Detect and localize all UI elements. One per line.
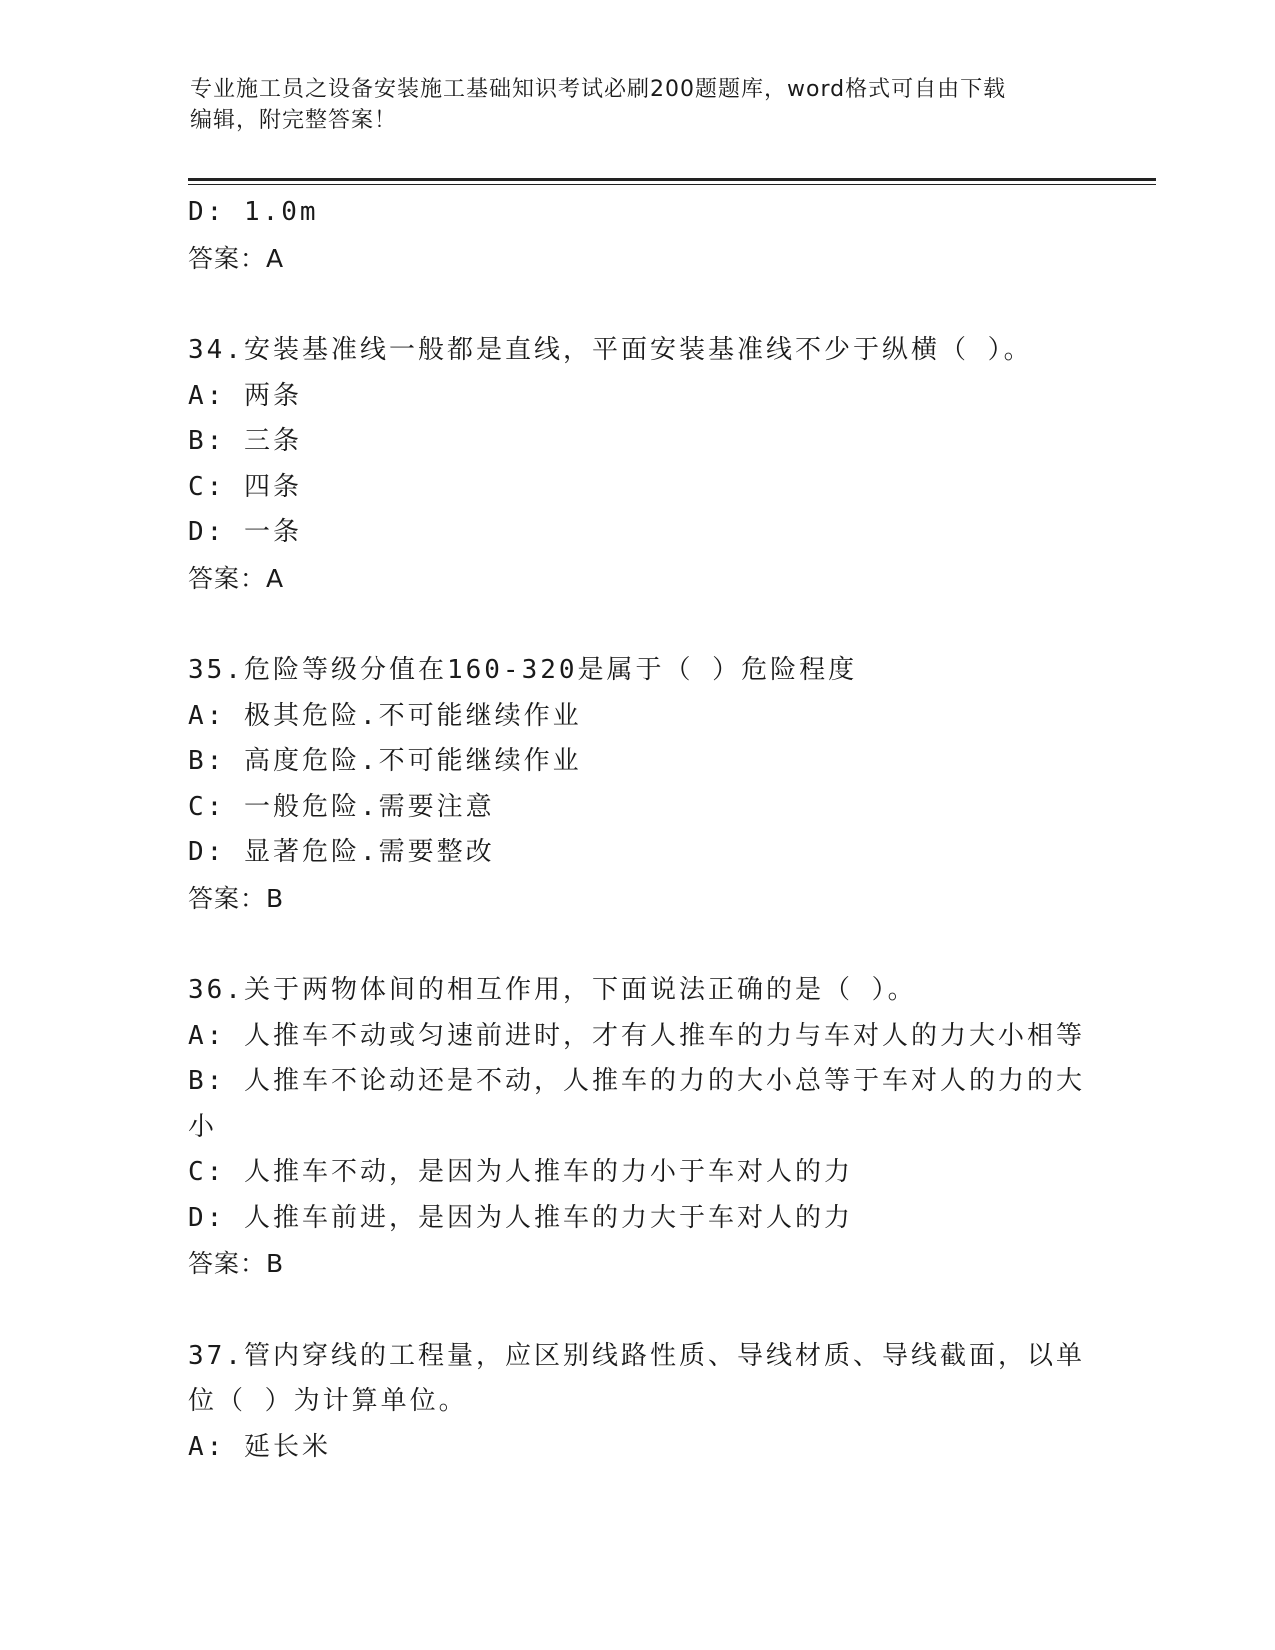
- spacer: [188, 921, 1088, 968]
- question-content: [188, 190, 1088, 1470]
- q36-option-b-line-2: 小: [188, 1111, 218, 1142]
- q36-answer: 答案：B: [188, 1249, 285, 1278]
- q36-option-d: D: 人推车前进，是因为人推车的力大于车对人的力: [188, 1202, 853, 1233]
- document-header: [190, 74, 1070, 136]
- q37-option-a: A: 延长米: [188, 1431, 331, 1462]
- q34-option-d: D: 一条: [188, 517, 302, 547]
- q37-stem-line-2: 位（ ）为计算单位。: [188, 1386, 468, 1416]
- header-title-line-1: 专业施工员之设备安装施工基础知识考试必刷200题题库，word格式可自由下载: [190, 77, 1007, 102]
- spacer: [188, 601, 1088, 648]
- q35-option-d: D: 显著危险.需要整改: [188, 837, 495, 867]
- q34-option-b: B: 三条: [188, 426, 302, 456]
- q37-stem-line-1: 37.管内穿线的工程量，应区别线路性质、导线材质、导线截面，以单: [188, 1340, 1085, 1371]
- q34-answer: 答案：A: [188, 563, 285, 593]
- q36-option-b-line-1: B: 人推车不论动还是不动，人推车的力的大小总等于车对人的力的大: [188, 1066, 1085, 1096]
- q35-answer: 答案：B: [188, 883, 285, 913]
- prev-answer: 答案：A: [188, 243, 285, 273]
- header-rule-thick: [188, 178, 1156, 181]
- spacer: [188, 1287, 1088, 1334]
- q35-stem: 35.危险等级分值在160-320是属于（ ）危险程度: [188, 655, 858, 685]
- q36-option-c: C: 人推车不动，是因为人推车的力小于车对人的力: [188, 1157, 853, 1187]
- q36-stem: 36.关于两物体间的相互作用，下面说法正确的是（ ）。: [188, 975, 917, 1005]
- prev-option-d: D: 1.0m: [188, 197, 319, 227]
- q36-option-a: A: 人推车不动或匀速前进时，才有人推车的力与车对人的力大小相等: [188, 1020, 1085, 1051]
- header-rule-thin: [188, 184, 1156, 185]
- q34-option-c: C: 四条: [188, 471, 302, 502]
- q34-option-a: A: 两条: [188, 380, 302, 411]
- header-title-line-2: 编辑，附完整答案！: [190, 108, 398, 133]
- q35-option-c: C: 一般危险.需要注意: [188, 791, 495, 822]
- q35-option-a: A: 极其危险.不可能继续作业: [188, 700, 582, 731]
- q34-stem: 34.安装基准线一般都是直线，平面安装基准线不少于纵横（ ）。: [188, 335, 1033, 365]
- q35-option-b: B: 高度危险.不可能继续作业: [188, 746, 582, 776]
- spacer: [188, 281, 1088, 328]
